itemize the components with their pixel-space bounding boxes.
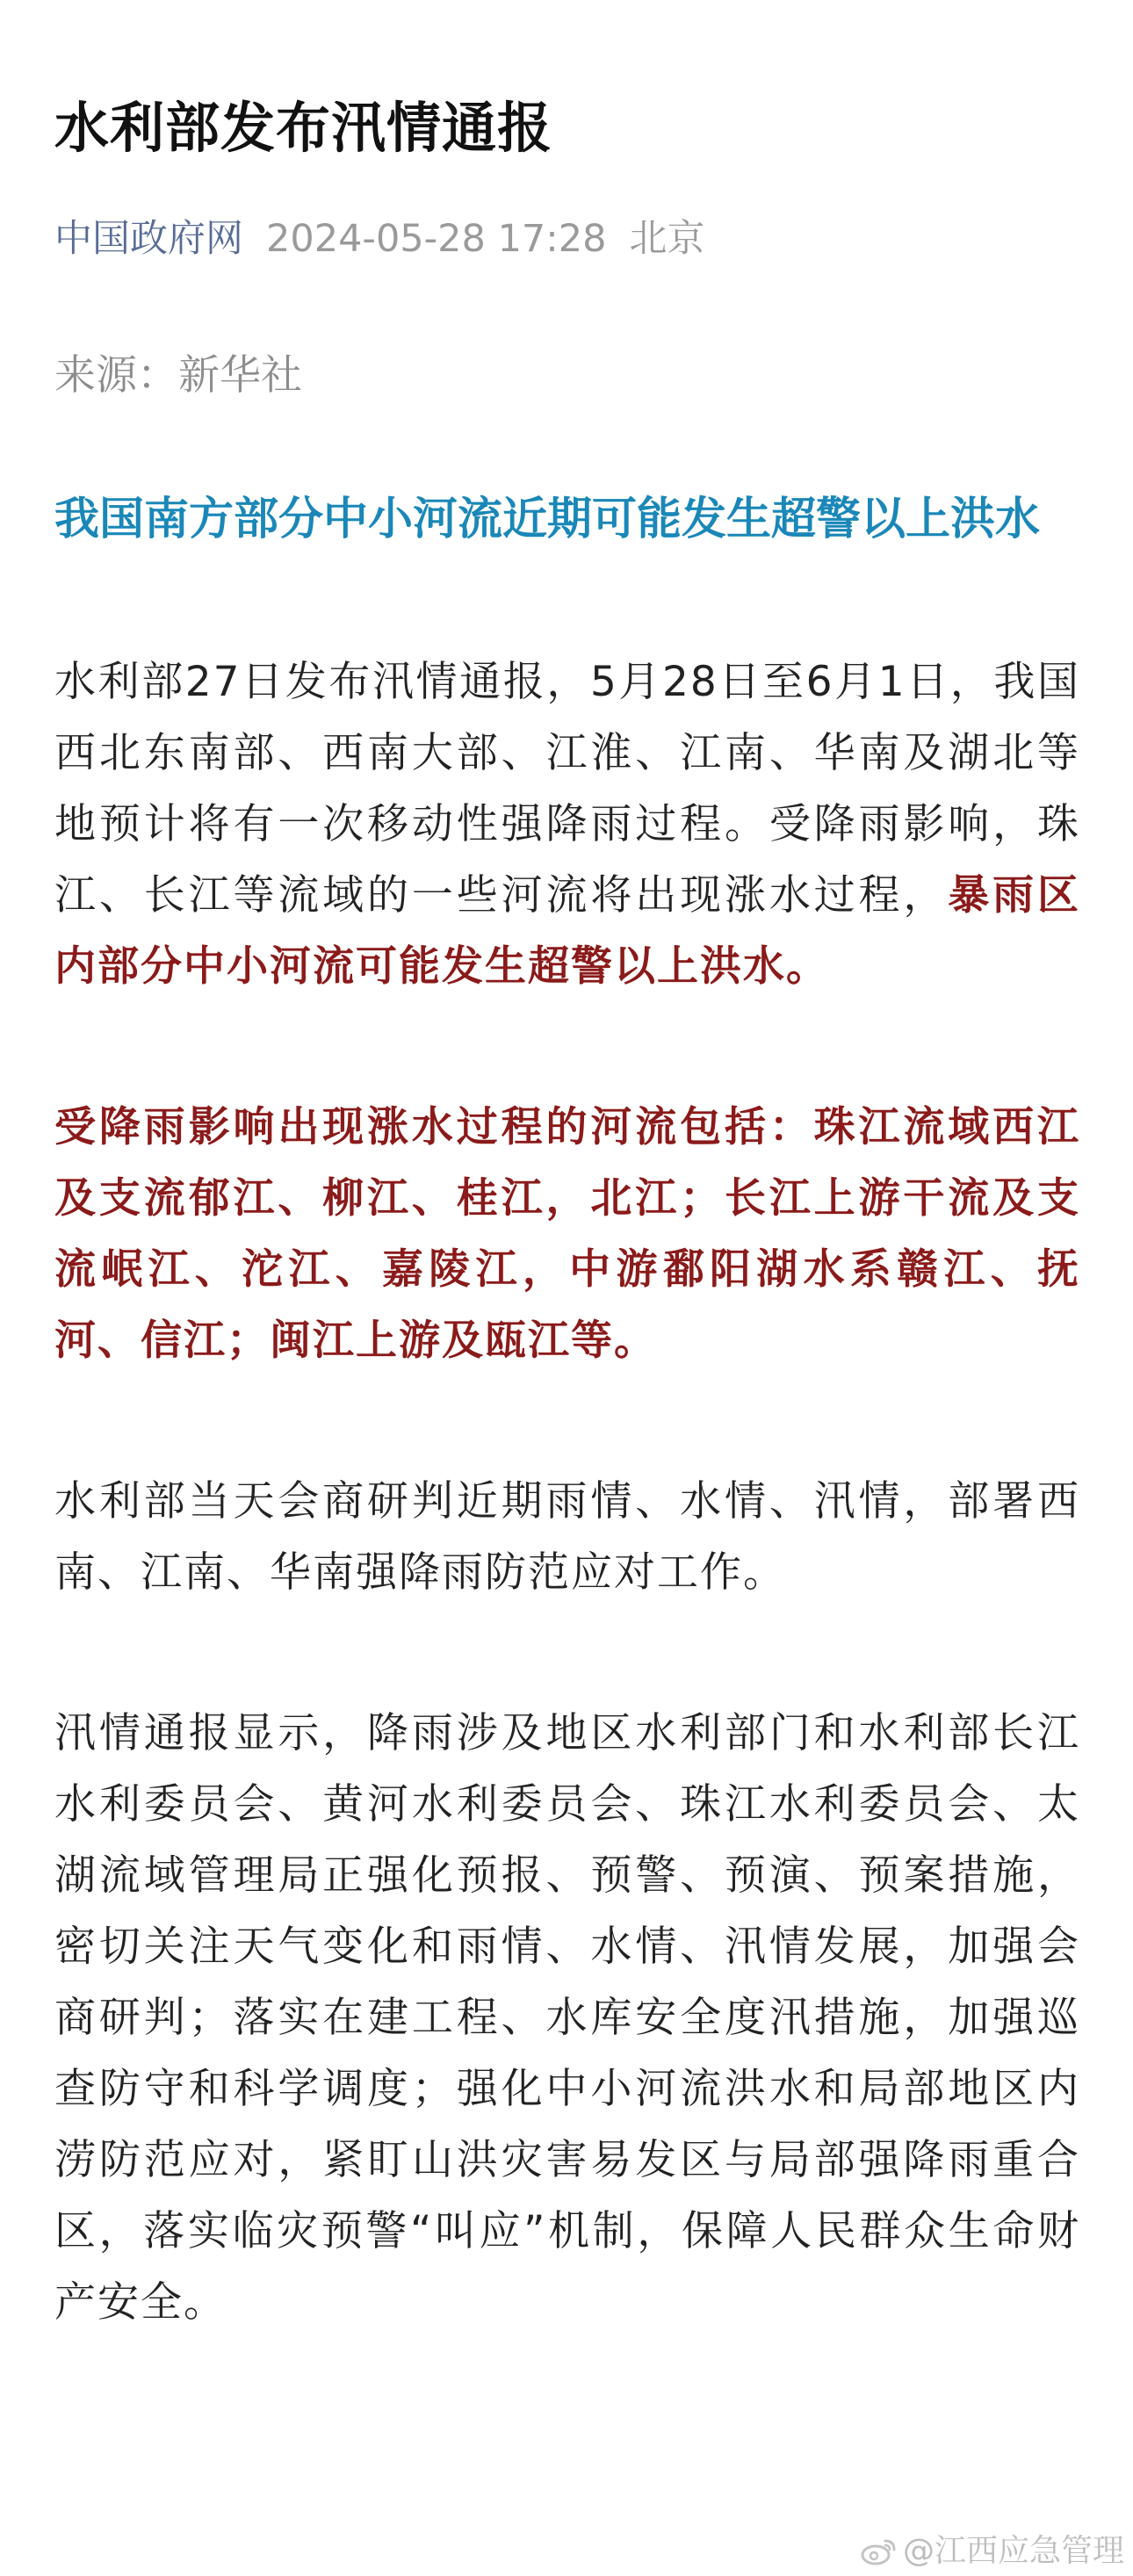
publish-location: 北京 (629, 217, 705, 261)
article-subheading: 我国南方部分中小河流近期可能发生超警以上洪水 (54, 494, 1041, 545)
paragraph-1 (54, 646, 1080, 1002)
paragraph-3: 水利部当天会商研判近期雨情、水情、汛情，部署西南、江南、华南强降雨防范应对工作。 (54, 1477, 1080, 1597)
publish-datetime: 2024-05-28 17:28 (266, 217, 607, 261)
watermark-text: @江西应急管理 (902, 2533, 1124, 2569)
article (54, 88, 1080, 2379)
paragraph-2-highlight: 受降雨影响出现涨水过程的河流包括：珠江流域西江及支流郁江、柳江、桂江，北江；长江上游干流及支流岷江、沱江、嘉陵江，中游鄱阳湖水系赣江、抚河、信江；闽江上游及瓯江等。 (54, 1103, 1080, 1365)
article-source: 来源：新华社 (54, 351, 302, 400)
paragraph-1-highlight: 暴雨区内部分中小河流可能发生超警以上洪水。 (54, 871, 1081, 991)
weibo-icon (859, 2536, 898, 2566)
weibo-watermark (859, 2530, 1124, 2572)
paragraph-4: 汛情通报显示，降雨涉及地区水利部门和水利部长江水利委员会、黄河水利委员会、珠江水利委员会、太湖流域管理局正强化预报、预警、预演、预案措施，密切关注天气变化和雨情、水情、汛情发展，加强会商研判；落实在建工程、水库安全度汛措施，加强巡查防守和科学调度；强化中小河流洪水和局部地区内涝防范应对，紧盯山洪灾害易发区与局部强降雨重合区，落实临灾预警“叫应”机制，保障人民群众生命财产安全。 (54, 1709, 1080, 2327)
account-name-link[interactable]: 中国政府网 (54, 217, 243, 261)
paragraph-1-text: 水利部27日发布汛情通报，5月28日至6月1日，我国西北东南部、西南大部、江淮、江南、华南及湖北等地预计将有一次移动性强降雨过程。受降雨影响，珠江、长江等流域的一些河流将出现涨水过程， (54, 658, 1080, 920)
article-title: 水利部发布汛情通报 (54, 96, 553, 160)
article-meta (54, 213, 1080, 265)
